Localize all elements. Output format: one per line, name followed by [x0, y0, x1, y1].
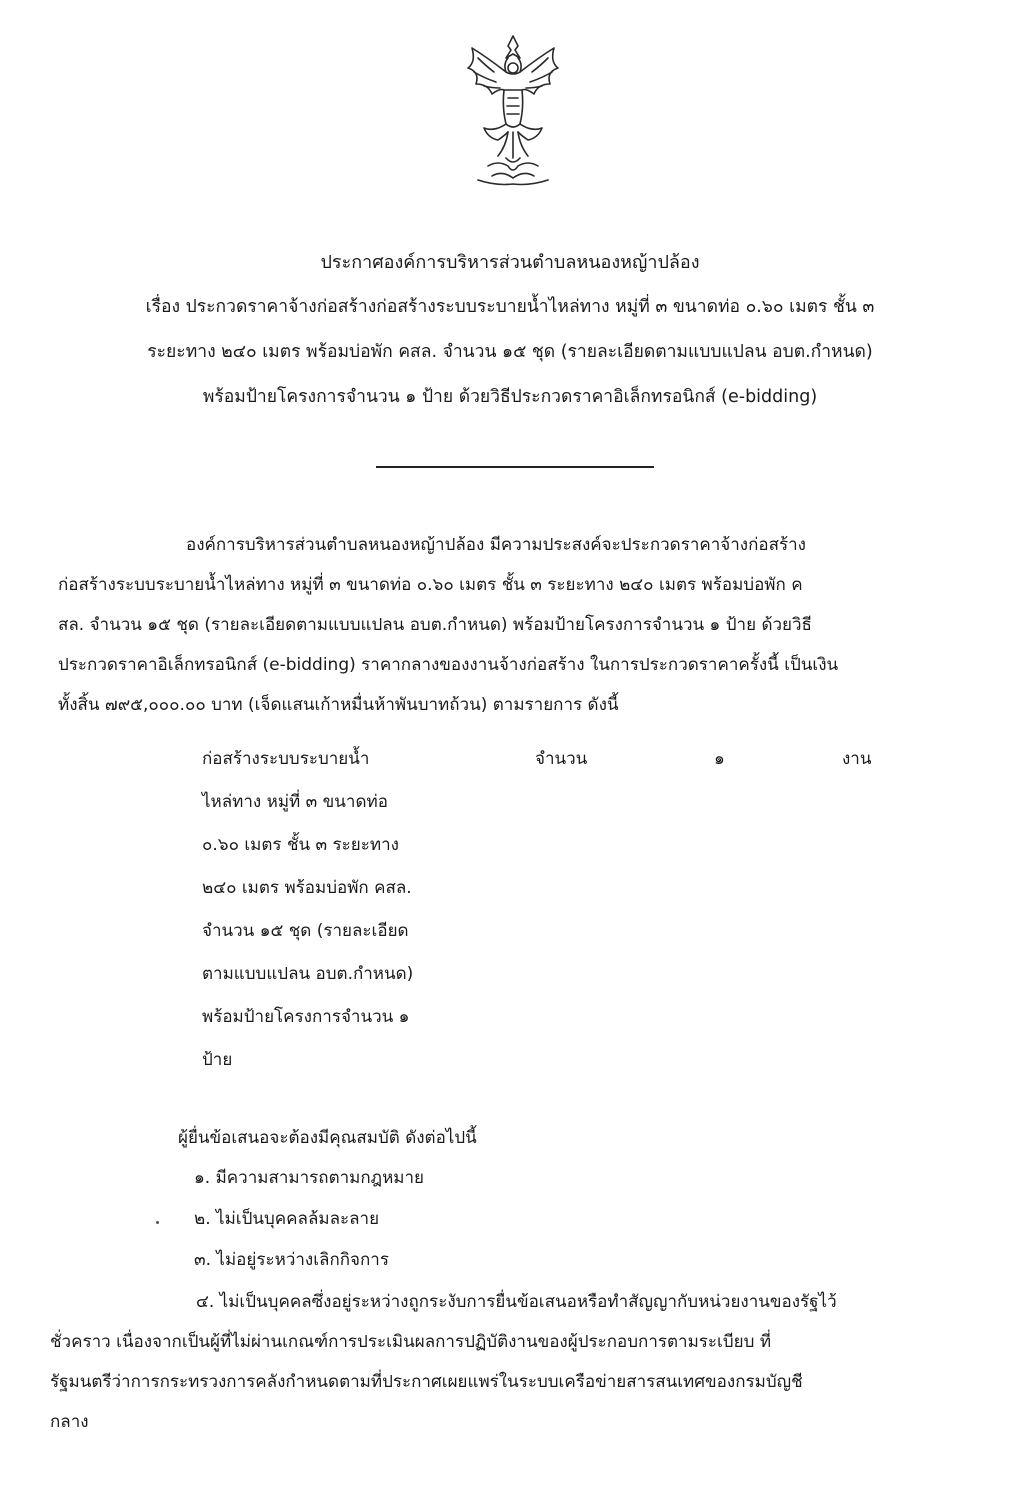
item-description-line: พร้อมป้ายโครงการจำนวน ๑ [202, 1007, 410, 1027]
paragraph-line: องค์การบริหารส่วนตำบลหนองหญ้าปล้อง มีความประสงค์จะประกวดราคาจ้างก่อสร้าง [186, 535, 806, 555]
paragraph-line: ก่อสร้างระบบระบายน้ำไหล่ทาง หมู่ที่ ๓ ขนาดท่อ ๐.๖๐ เมตร ชั้น ๓ ระยะทาง ๒๔๐ เมตร พร้อมบ่อพัก ค [58, 575, 803, 595]
paragraph-line: ประกวดราคาอิเล็กทรอนิกส์ (e-bidding) ราคากลางของงานจ้างก่อสร้าง ในการประกวดราคาครั้งนี้ เป็นเงิน [58, 655, 839, 675]
quantity-value: ๑ [714, 749, 725, 769]
title-line: ประกาศองค์การบริหารส่วนตำบลหนองหญ้าปล้อง [320, 252, 700, 273]
qualification-line: กลาง [50, 1412, 89, 1432]
item-description-line: ป้าย [202, 1050, 233, 1070]
qualification-item: ๓. ไม่อยู่ระหว่างเลิกกิจการ [194, 1250, 389, 1270]
garuda-emblem-icon [458, 28, 568, 193]
item-description-line: ๐.๖๐ เมตร ชั้น ๓ ระยะทาง [202, 835, 399, 855]
item-description-line: จำนวน ๑๕ ชุด (รายละเอียด [202, 921, 409, 941]
item-description-line: ไหล่ทาง หมู่ที่ ๓ ขนาดท่อ [202, 792, 388, 812]
quantity-label: จำนวน [535, 749, 588, 769]
qualification-line: ๔. ไม่เป็นบุคคลซึ่งอยู่ระหว่างถูกระงับการยื่นข้อเสนอหรือทำสัญญากับหน่วยงานของรัฐไว้ [196, 1292, 837, 1312]
main-paragraph [58, 525, 838, 725]
qualification-line: ชั่วคราว เนื่องจากเป็นผู้ที่ไม่ผ่านเกณฑ์การประเมินผลการปฏิบัติงานของผู้ประกอบการตามระเบียบ ที่ [50, 1332, 772, 1352]
qualification-item [50, 1282, 837, 1442]
title-line: พร้อมป้ายโครงการจำนวน ๑ ป้าย ด้วยวิธีประกวดราคาอิเล็กทรอนิกส์ (e-bidding) [202, 387, 818, 407]
scan-speck [156, 1221, 159, 1224]
announcement-title [60, 240, 960, 420]
qualification-item: ๑. มีความสามารถตามกฎหมาย [194, 1168, 424, 1188]
paragraph-line: ทั้งสิ้น ๗๙๕,๐๐๐.๐๐ บาท (เจ็ดแสนเก้าหมื่นห้าพันบาทถ้วน) ตามรายการ ดังนี้ [58, 695, 619, 715]
quantity-unit: งาน [842, 749, 872, 769]
item-description-line: ตามแบบแปลน อบต.กำหนด) [202, 964, 414, 984]
item-description [202, 738, 413, 1082]
title-line: ระยะทาง ๒๔๐ เมตร พร้อมบ่อพัก คสล. จำนวน ๑๕ ชุด (รายละเอียดตามแบบแปลน อบต.กำหนด) [147, 342, 873, 362]
item-description-line: ๒๔๐ เมตร พร้อมบ่อพัก คสล. [202, 878, 412, 898]
item-description-line: ก่อสร้างระบบระบายน้ำ [202, 749, 370, 769]
qualifications-intro: ผู้ยื่นข้อเสนอจะต้องมีคุณสมบัติ ดังต่อไปนี้ [178, 1128, 477, 1148]
paragraph-line: สล. จำนวน ๑๕ ชุด (รายละเอียดตามแบบแปลน อบต.กำหนด) พร้อมป้ายโครงการจำนวน ๑ ป้าย ด้วยวิธี [58, 615, 812, 635]
qualification-line: รัฐมนตรีว่าการกระทรวงการคลังกำหนดตามที่ประกาศเผยแพร่ในระบบเครือข่ายสารสนเทศของกรมบัญชี [50, 1372, 803, 1392]
title-line: เรื่อง ประกวดราคาจ้างก่อสร้างก่อสร้างระบบระบายน้ำไหล่ทาง หมู่ที่ ๓ ขนาดท่อ ๐.๖๐ เมตร ชั้น ๓ [145, 297, 875, 317]
qualification-item: ๒. ไม่เป็นบุคคลล้มละลาย [194, 1209, 380, 1229]
title-divider [376, 466, 654, 468]
